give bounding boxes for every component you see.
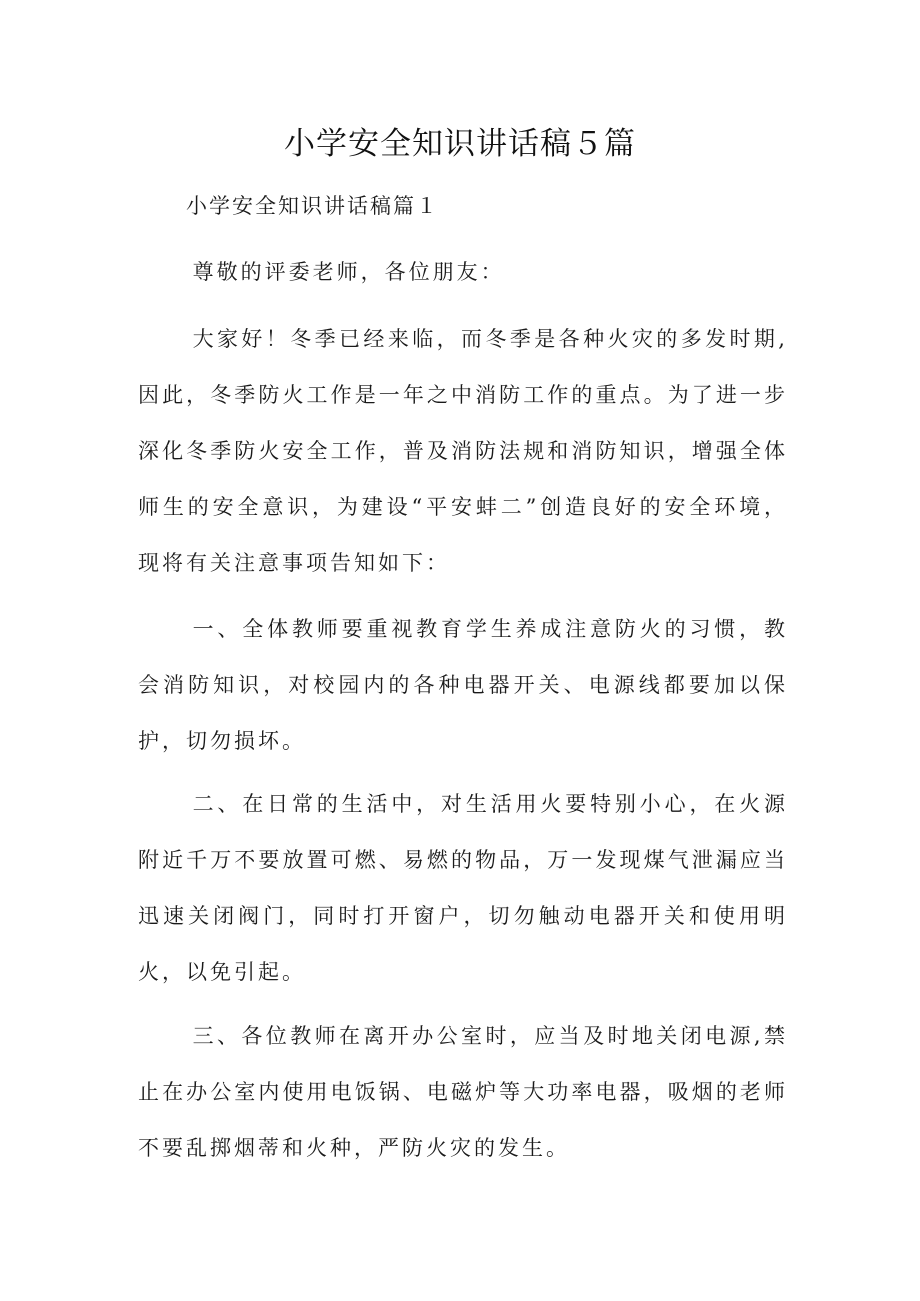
greeting-paragraph: 尊敬的评委老师，各位朋友： <box>192 260 505 284</box>
intro-paragraph: 大家好！冬季已经来临，而冬季是各种火灾的多发时期,因此，冬季防火工作是一年之中消防工作的重点。为了进一步深化冬季防火安全工作，普及消防法规和消防知识，增强全体师生的安全意识，为建设“平安蚌二”创造良好的安全环境，现将有关注意事项告知如下： <box>138 327 788 575</box>
item-1-paragraph: 一、全体教师要重视教育学生养成注意防火的习惯，教会消防知识，对校园内的各种电器开关、电源线都要加以保护，切勿损坏。 <box>138 617 788 753</box>
item-3-paragraph: 三、各位教师在离开办公室时，应当及时地关闭电源,禁止在办公室内使用电饭锅、电磁炉等大功率电器，吸烟的老师不要乱掷烟蒂和火种，严防火灾的发生。 <box>138 1024 788 1160</box>
section-heading: 小学安全知识讲话稿篇１ <box>186 194 439 218</box>
item-2-paragraph: 二、在日常的生活中，对生活用火要特别小心，在火源附近千万不要放置可燃、易燃的物品，万一发现煤气泄漏应当迅速关闭阀门，同时打开窗户，切勿触动电器开关和使用明火，以免引起。 <box>138 792 788 984</box>
page-title: 小学安全知识讲话稿５篇 <box>284 126 636 162</box>
